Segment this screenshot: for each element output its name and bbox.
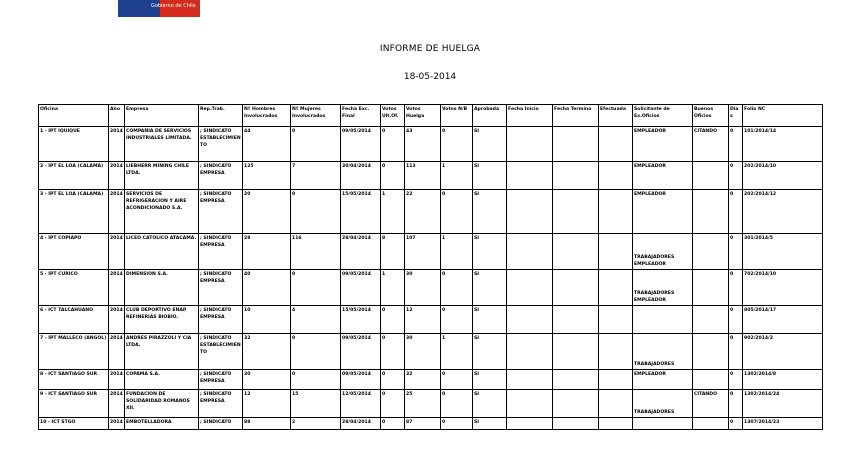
logo-caption: Gobierno de Chile	[151, 3, 196, 9]
table-row	[39, 234, 823, 270]
table-cell-solicitante: TRABAJADORES	[633, 390, 693, 418]
table-cell-votos_nb: 1	[441, 334, 473, 370]
table-cell-fecha_exc: 15/05/2014	[341, 190, 381, 234]
table-cell-efectuada	[599, 127, 633, 162]
table-cell-mujeres: 2	[291, 418, 341, 430]
table-cell-hombres: 32	[243, 334, 291, 370]
table-cell-hombres: 20	[243, 190, 291, 234]
table-cell-termino	[553, 190, 599, 234]
table-cell-oficina: 7 - IPT MALLECO (ANGOL)	[39, 334, 109, 370]
table-cell-hombres: 12	[243, 390, 291, 418]
table-cell-oficina: 9 - ICT SANTIAGO SUR	[39, 390, 109, 418]
report-title: INFORME DE HUELGA	[379, 44, 481, 54]
table-cell-efectuada	[599, 334, 633, 370]
table-cell-votos_ult: 0	[381, 370, 405, 390]
table-cell-buenos	[693, 334, 729, 370]
table-cell-oficina: 6 - ICT TALCAHUANO	[39, 306, 109, 334]
table-cell-inicio	[507, 390, 553, 418]
table-cell-votos_ult: 0	[381, 306, 405, 334]
table-cell-solicitante: EMPLEADOR	[633, 127, 693, 162]
table-cell-votos_nb: 0	[441, 190, 473, 234]
table-cell-inicio	[507, 270, 553, 306]
table-cell-folio: 1302/2014/24	[743, 390, 823, 418]
table-body	[39, 127, 823, 430]
table-cell-rep: ; SINDICATO ESTABLECIMIENTO	[199, 334, 243, 370]
table-cell-inicio	[507, 306, 553, 334]
table-cell-efectuada	[599, 162, 633, 190]
table-cell-votos_huelga: 113	[405, 162, 441, 190]
table-cell-fecha_exc: 28/04/2014	[341, 418, 381, 430]
table-cell-aprobada: SI	[473, 234, 507, 270]
column-header: Folio NC	[743, 105, 823, 127]
table-cell-anio: 2014	[109, 234, 125, 270]
table-cell-solicitante: TRABAJADORES EMPLEADOR	[633, 270, 693, 306]
table-cell-votos_ult: 0	[381, 334, 405, 370]
table-cell-votos_ult: 0	[381, 127, 405, 162]
column-header: Buenos Oficios	[693, 105, 729, 127]
table-cell-votos_huelga: 30	[405, 334, 441, 370]
table-cell-hombres: 88	[243, 418, 291, 430]
table-cell-empresa: COPAMA S.A.	[125, 370, 199, 390]
table-cell-empresa: FUNDACION DE SOLIDARIDAD ROMANOS XII.	[125, 390, 199, 418]
table-cell-aprobada: SI	[473, 418, 507, 430]
table-cell-fecha_exc: 12/05/2014	[341, 390, 381, 418]
table-cell-fecha_exc: 09/05/2014	[341, 334, 381, 370]
table-cell-mujeres: 0	[291, 270, 341, 306]
table-cell-votos_huelga: 43	[405, 127, 441, 162]
table-cell-dias: 0	[729, 390, 743, 418]
table-cell-buenos	[693, 418, 729, 430]
column-header: Fecha Inicio	[507, 105, 553, 127]
table-cell-inicio	[507, 127, 553, 162]
table-row	[39, 306, 823, 334]
table-cell-folio: 1302/2014/8	[743, 370, 823, 390]
table-cell-votos_nb: 0	[441, 370, 473, 390]
table-cell-mujeres: 15	[291, 390, 341, 418]
table-cell-aprobada: SI	[473, 190, 507, 234]
table-cell-dias: 0	[729, 190, 743, 234]
table-cell-votos_ult: 8	[381, 234, 405, 270]
table-cell-fecha_exc: 15/05/2014	[341, 306, 381, 334]
table-cell-oficina: 3 - IPT EL LOA (CALAMA)	[39, 190, 109, 234]
strike-report-table	[38, 104, 823, 430]
table-cell-rep: ; SINDICATO EMPRESA	[199, 190, 243, 234]
table-cell-empresa: ANDRES PIRAZZOLI Y CIA LTDA.	[125, 334, 199, 370]
table-cell-aprobada: SI	[473, 334, 507, 370]
table-cell-votos_nb: 0	[441, 418, 473, 430]
table-cell-empresa: SERVICIOS DE REFRIGERACION Y AIRE ACONDICIONADO S.A.	[125, 190, 199, 234]
table-cell-folio: 301/2014/5	[743, 234, 823, 270]
table-cell-aprobada: SI	[473, 270, 507, 306]
table-cell-rep: ; SINDICATO EMPRESA	[199, 306, 243, 334]
column-header: Año	[109, 105, 125, 127]
column-header: Fecha Termino	[553, 105, 599, 127]
table-cell-votos_ult: 0	[381, 162, 405, 190]
table-cell-anio: 2014	[109, 270, 125, 306]
table-cell-empresa: DIMENSION S.A.	[125, 270, 199, 306]
table-cell-anio: 2014	[109, 162, 125, 190]
column-header: Votos Ult.Of.	[381, 105, 405, 127]
table-cell-votos_huelga: 87	[405, 418, 441, 430]
table-cell-votos_huelga: 32	[405, 370, 441, 390]
table-cell-hombres: 30	[243, 370, 291, 390]
table-cell-folio: 702/2014/10	[743, 270, 823, 306]
table-cell-votos_nb: 1	[441, 234, 473, 270]
table-cell-buenos	[693, 234, 729, 270]
table-cell-fecha_exc: 09/05/2014	[341, 370, 381, 390]
column-header: Oficina	[39, 105, 109, 127]
table-cell-termino	[553, 390, 599, 418]
column-header: Votos N/B	[441, 105, 473, 127]
table-cell-empresa: LICEO CATOLICO ATACAMA.	[125, 234, 199, 270]
table-cell-hombres: 10	[243, 306, 291, 334]
column-header: Solicitante de Ex.Oficios	[633, 105, 693, 127]
table-cell-termino	[553, 234, 599, 270]
table-cell-rep: ; SINDICATO EMPRESA	[199, 370, 243, 390]
column-header: Rep.Trab.	[199, 105, 243, 127]
table-header-row	[39, 105, 823, 127]
table-cell-empresa: CLUB DEPORTIVO ENAP REFINERIAS BIOBIO.	[125, 306, 199, 334]
table-cell-votos_ult: 0	[381, 418, 405, 430]
table-row	[39, 127, 823, 162]
table-cell-efectuada	[599, 418, 633, 430]
table-cell-votos_ult: 1	[381, 190, 405, 234]
table-cell-hombres: 40	[243, 270, 291, 306]
table-cell-termino	[553, 127, 599, 162]
table-cell-aprobada: SI	[473, 127, 507, 162]
table-cell-fecha_exc: 28/04/2014	[341, 234, 381, 270]
table-cell-solicitante	[633, 306, 693, 334]
table-cell-anio: 2014	[109, 306, 125, 334]
table-cell-mujeres: 7	[291, 162, 341, 190]
table-cell-rep: ; SINDICATO	[199, 418, 243, 430]
table-cell-anio: 2014	[109, 334, 125, 370]
table-cell-inicio	[507, 370, 553, 390]
table-cell-mujeres: 4	[291, 306, 341, 334]
table-cell-efectuada	[599, 234, 633, 270]
table-cell-empresa: LIEBHERR MINING CHILE LTDA.	[125, 162, 199, 190]
table-row	[39, 190, 823, 234]
table-cell-solicitante: TRABAJADORES	[633, 334, 693, 370]
table-cell-votos_nb: 0	[441, 127, 473, 162]
table-row	[39, 370, 823, 390]
column-header: Efectuada	[599, 105, 633, 127]
table-cell-votos_nb: 0	[441, 306, 473, 334]
table-cell-termino	[553, 162, 599, 190]
table-cell-inicio	[507, 190, 553, 234]
table-cell-votos_ult: 0	[381, 390, 405, 418]
table-cell-rep: ; SINDICATO EMPRESA	[199, 234, 243, 270]
table-cell-folio: 1307/2014/23	[743, 418, 823, 430]
table-cell-anio: 2014	[109, 127, 125, 162]
table-cell-votos_huelga: 30	[405, 270, 441, 306]
table-cell-fecha_exc: 30/04/2014	[341, 162, 381, 190]
table-cell-buenos	[693, 306, 729, 334]
table-cell-efectuada	[599, 270, 633, 306]
table-cell-efectuada	[599, 190, 633, 234]
table-cell-termino	[553, 418, 599, 430]
table-cell-buenos: CITANDO	[693, 390, 729, 418]
table-cell-dias: 0	[729, 306, 743, 334]
table-cell-rep: ; SINDICATO EMPRESA	[199, 270, 243, 306]
table-cell-mujeres: 0	[291, 334, 341, 370]
table-cell-efectuada	[599, 370, 633, 390]
table-cell-aprobada: SI	[473, 306, 507, 334]
table-cell-aprobada: SI	[473, 162, 507, 190]
table-cell-votos_nb: 1	[441, 162, 473, 190]
table-cell-termino	[553, 370, 599, 390]
table-cell-inicio	[507, 334, 553, 370]
table-cell-rep: ; SINDICATO ESTABLECIMIENTO	[199, 127, 243, 162]
table-cell-termino	[553, 306, 599, 334]
table-cell-inicio	[507, 234, 553, 270]
table-cell-hombres: 125	[243, 162, 291, 190]
table-cell-hombres: 44	[243, 127, 291, 162]
table-cell-buenos	[693, 370, 729, 390]
table-cell-dias: 0	[729, 270, 743, 306]
column-header: Nº Mujeres Involucrados	[291, 105, 341, 127]
table-cell-folio: 101/2014/14	[743, 127, 823, 162]
table-cell-solicitante: EMPLEADOR	[633, 190, 693, 234]
table-row	[39, 334, 823, 370]
table-cell-anio: 2014	[109, 190, 125, 234]
table-cell-inicio	[507, 162, 553, 190]
column-header: Nº Hombres Involucrados	[243, 105, 291, 127]
table-cell-solicitante: TRABAJADORES EMPLEADOR	[633, 234, 693, 270]
table-cell-efectuada	[599, 306, 633, 334]
table-cell-buenos: CITANDO	[693, 127, 729, 162]
table-cell-efectuada	[599, 390, 633, 418]
table-cell-folio: 805/2014/17	[743, 306, 823, 334]
table-cell-votos_nb: 0	[441, 270, 473, 306]
table-cell-mujeres: 0	[291, 370, 341, 390]
table-cell-votos_huelga: 107	[405, 234, 441, 270]
table-cell-oficina: 10 - ICT STGO	[39, 418, 109, 430]
table-cell-aprobada: SI	[473, 390, 507, 418]
table-cell-oficina: 2 - IPT EL LOA (CALAMA)	[39, 162, 109, 190]
table-cell-inicio	[507, 418, 553, 430]
report-date: 18-05-2014	[403, 72, 457, 82]
table-cell-dias: 0	[729, 334, 743, 370]
column-header: Votos Huelga	[405, 105, 441, 127]
column-header: Fecha Exc. Final	[341, 105, 381, 127]
table-cell-empresa: COMPAÑIA DE SERVICIOS INDUSTRIALES LIMITADA.	[125, 127, 199, 162]
table-cell-oficina: 4 - IPT COPIAPO	[39, 234, 109, 270]
table-cell-votos_ult: 1	[381, 270, 405, 306]
table-cell-dias: 0	[729, 370, 743, 390]
table-cell-aprobada: SI	[473, 370, 507, 390]
table-cell-hombres: 28	[243, 234, 291, 270]
table-row	[39, 162, 823, 190]
table-cell-solicitante: EMPLEADOR	[633, 370, 693, 390]
table-cell-dias: 0	[729, 162, 743, 190]
table-cell-termino	[553, 270, 599, 306]
column-header: Dias	[729, 105, 743, 127]
table-cell-dias: 0	[729, 234, 743, 270]
table-cell-mujeres: 0	[291, 190, 341, 234]
table-cell-buenos	[693, 190, 729, 234]
column-header: Empresa	[125, 105, 199, 127]
table-cell-oficina: 1 - IPT IQUIQUE	[39, 127, 109, 162]
table-cell-rep: ; SINDICATO EMPRESA	[199, 390, 243, 418]
table-cell-solicitante	[633, 418, 693, 430]
table-cell-votos_nb: 0	[441, 390, 473, 418]
table-cell-rep: ; SINDICATO EMPRESA	[199, 162, 243, 190]
table-cell-termino	[553, 334, 599, 370]
column-header: Aprobada	[473, 105, 507, 127]
table-cell-oficina: 8 - ICT SANTIAGO SUR	[39, 370, 109, 390]
table-cell-mujeres: 116	[291, 234, 341, 270]
table-cell-folio: 902/2014/2	[743, 334, 823, 370]
table-cell-fecha_exc: 09/05/2014	[341, 127, 381, 162]
table-cell-mujeres: 0	[291, 127, 341, 162]
table-cell-empresa: EMBOTELLADORA	[125, 418, 199, 430]
table-cell-votos_huelga: 25	[405, 390, 441, 418]
table-cell-solicitante: EMPLEADOR	[633, 162, 693, 190]
table-cell-buenos	[693, 162, 729, 190]
table-cell-fecha_exc: 09/05/2014	[341, 270, 381, 306]
table-cell-dias: 0	[729, 418, 743, 430]
table-cell-votos_huelga: 12	[405, 306, 441, 334]
table-cell-anio: 2014	[109, 390, 125, 418]
table-row	[39, 390, 823, 418]
table-row	[39, 270, 823, 306]
table-cell-folio: 202/2014/10	[743, 162, 823, 190]
table-cell-anio: 2014	[109, 370, 125, 390]
table-cell-votos_huelga: 22	[405, 190, 441, 234]
table-cell-dias: 0	[729, 127, 743, 162]
table-cell-folio: 202/2014/12	[743, 190, 823, 234]
table-cell-buenos	[693, 270, 729, 306]
table-cell-anio: 2014	[109, 418, 125, 430]
table-cell-oficina: 5 - IPT CURICO	[39, 270, 109, 306]
table-row	[39, 418, 823, 430]
